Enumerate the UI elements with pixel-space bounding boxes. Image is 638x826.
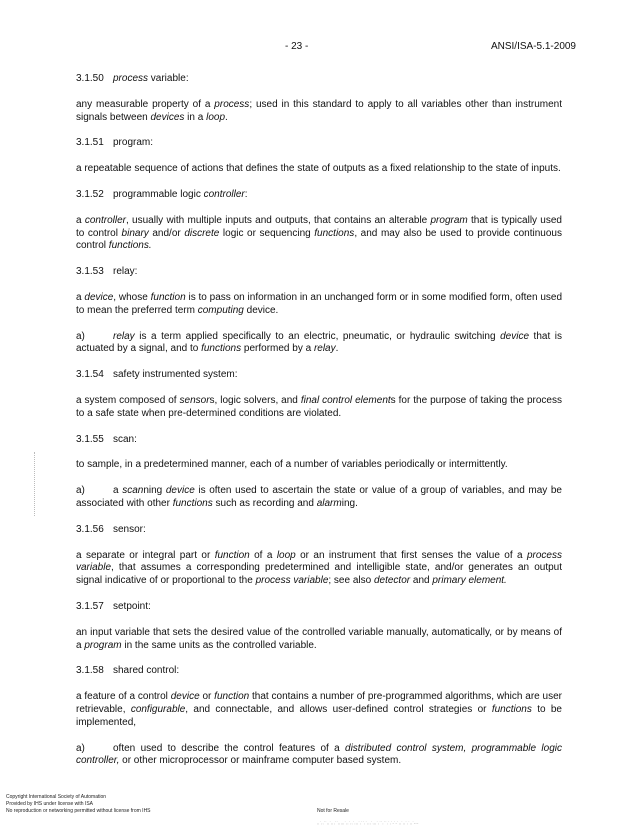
footer-copyright-line: Copyright International Society of Automation (6, 794, 107, 800)
term-label: programmable logic controller: (113, 188, 248, 200)
copyright-footer (6, 794, 151, 815)
note-text: often used to describe the control features of a distributed control system, programmable logic controller, or other microprocessor or mainframe computer based system. (76, 742, 562, 767)
term-note (76, 331, 562, 357)
side-margin-mark (34, 452, 38, 516)
note-text: a scanning device is often used to ascertain the state or value of a group of variables, and may be associated with other functions such as recording and alarming. (76, 485, 562, 509)
term-heading (76, 266, 562, 279)
term-number: 3.1.57 (76, 600, 104, 612)
footer-license-line: Provided by IHS under license with ISA (6, 801, 93, 807)
term-number: 3.1.53 (76, 266, 104, 278)
term-definition: any measurable property of a process; used in this standard to apply to all variables other than instrument signals between devices in a loop. (76, 98, 562, 123)
term-label: setpoint: (113, 600, 151, 612)
term-heading (76, 665, 562, 678)
footer-reproduction-line: No reproduction or networking permitted without license from IHS (6, 808, 151, 814)
term-heading (76, 434, 562, 447)
term-heading (76, 73, 562, 86)
term-definition: a device, whose function is to pass on information in an unchanged form or in some modified form, often used to mean the preferred term computing device. (76, 291, 563, 316)
term-label: safety instrumented system: (113, 369, 238, 381)
term-heading (76, 369, 562, 382)
term-definition: a controller, usually with multiple inputs and outputs, that contains an alterable program that is typically used to control binary and/or discrete logic or sequencing functions, and may also be used to provide continuous control functions. (76, 214, 562, 252)
term-label: process variable: (113, 73, 189, 84)
term-definition: a separate or integral part or function of a loop or an instrument that first senses the value of a process variable, that assumes a corresponding predetermined and intelligible state, and/or generates an output signal indicative of or proportional to the process variable; see also detector and primary element. (76, 549, 562, 587)
note-text: relay is a term applied specifically to an electric, pneumatic, or hydraulic switching device that is actuated by a signal, and to functions performed by a relay. (76, 330, 562, 355)
page-number: - 23 - (285, 41, 309, 52)
not-for-resale: Not for Resale (317, 808, 349, 814)
term-label: shared control: (113, 665, 180, 677)
term-definition: an input variable that sets the desired value of the controlled variable manually, automatically, or by means of a program in the same units as the controlled variable. (76, 626, 562, 651)
term-number: 3.1.51 (76, 137, 104, 149)
term-number: 3.1.55 (76, 433, 104, 445)
term-label: scan: (113, 433, 137, 445)
term-number: 3.1.58 (76, 665, 104, 677)
standard-id: ANSI/ISA-5.1-2009 (490, 41, 576, 52)
term-note (76, 743, 562, 769)
term-heading (76, 524, 562, 537)
note-label: a) (76, 485, 85, 497)
footer-watermark-code: ,,`,,``,,`,,,``,,,,,`,,`,,`,,,`,``,`,,,`,,,`,``,``,`,`-`-`,,`,,`,`,,`--- (317, 820, 419, 825)
term-label: relay: (113, 266, 138, 278)
note-label: a) (76, 330, 85, 342)
term-definition: to sample, in a predetermined manner, each of a number of variables periodically or intermittently. (76, 459, 508, 471)
note-label: a) (76, 742, 85, 754)
term-heading (76, 189, 562, 202)
term-heading (76, 137, 562, 150)
term-number: 3.1.52 (76, 188, 104, 200)
term-number: 3.1.54 (76, 369, 104, 381)
term-definition: a feature of a control device or function that contains a number of pre-programmed algorithms, which are user retrievable, configurable, and connectable, and allows user-defined control strategies or functions to be implemented, (76, 691, 562, 728)
term-definition: a system composed of sensors, logic solvers, and final control elements for the purpose of taking the process to a safe state when pre-determined conditions are violated. (76, 394, 562, 419)
term-number: 3.1.56 (76, 523, 104, 535)
term-number: 3.1.50 (76, 73, 104, 84)
term-label: sensor: (113, 523, 146, 535)
definitions-body (76, 73, 562, 781)
term-note (76, 485, 562, 511)
term-heading (76, 601, 562, 614)
term-label: program: (113, 137, 154, 149)
term-definition: a repeatable sequence of actions that defines the state of outputs as a fixed relationship to the state of inputs. (76, 163, 561, 175)
